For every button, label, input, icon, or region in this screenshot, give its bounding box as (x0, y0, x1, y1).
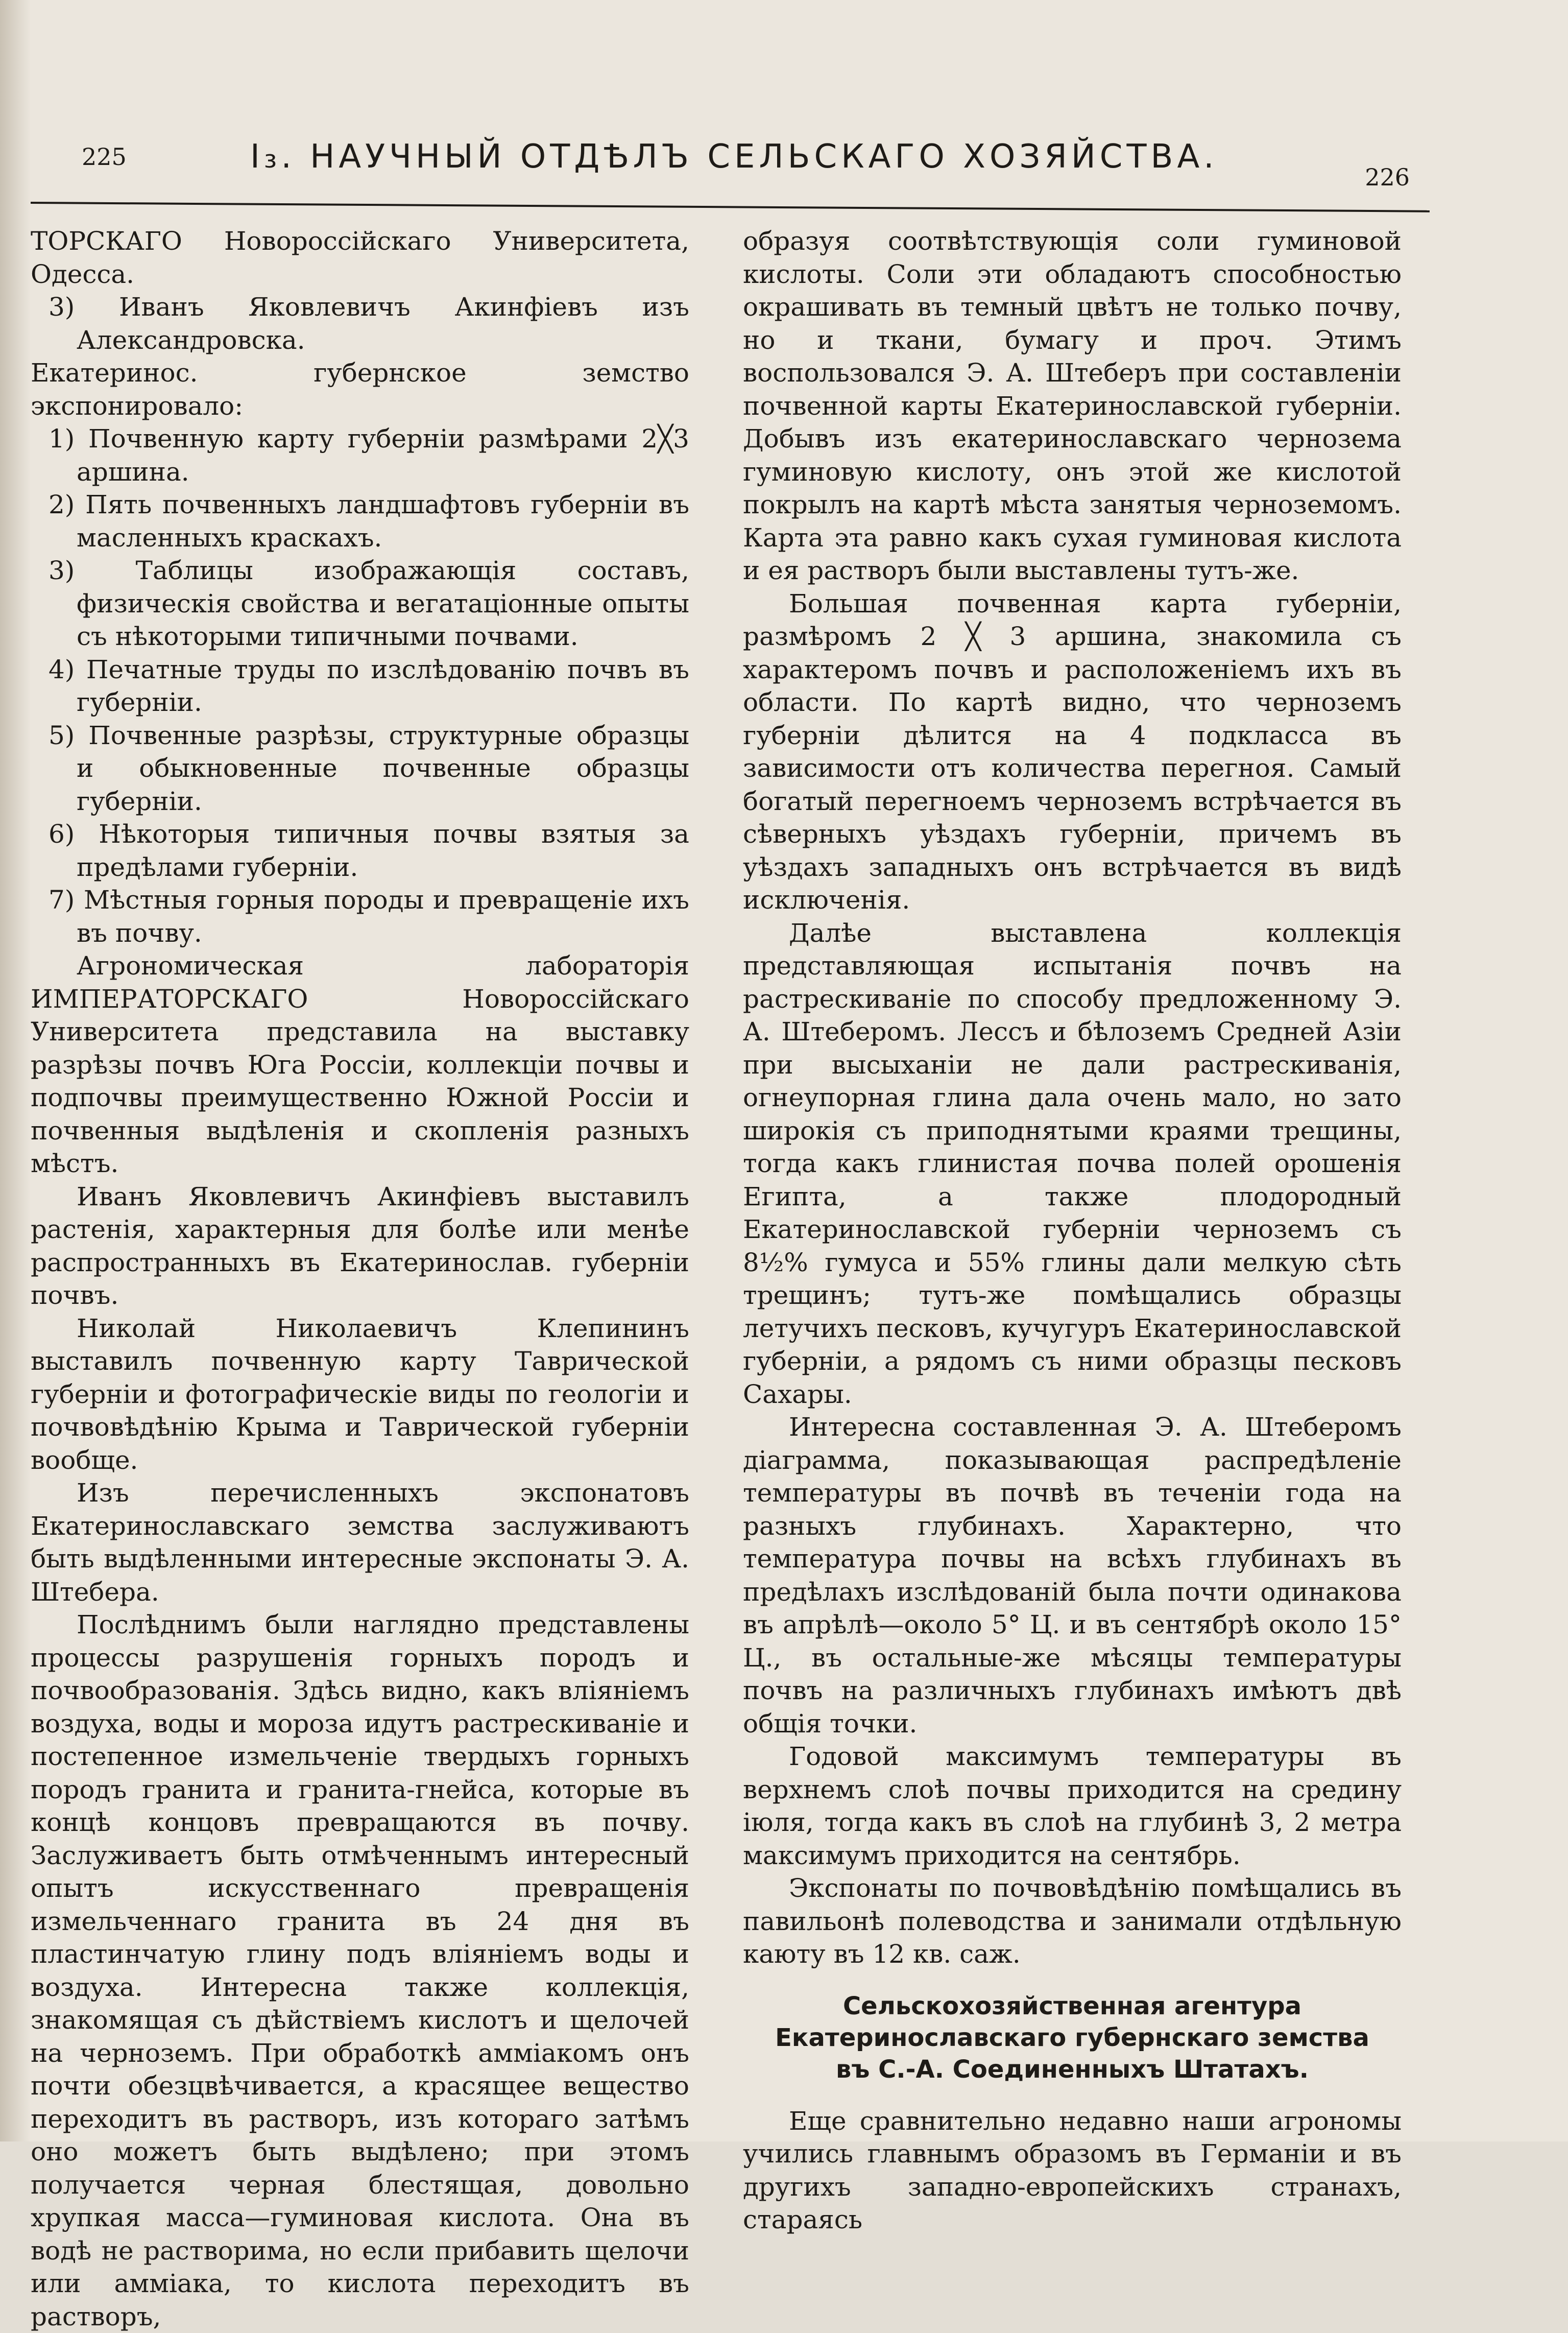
list-item: 7) Мѣстныя горныя породы и превращеніе ихъ въ почву. (49, 885, 689, 948)
paragraph-continuation: образуя соотвѣтствующія соли гуминовой кислоты. Соли эти обладаютъ способностью окрашивать въ темный цвѣтъ не только почву, но и ткани, бумагу и проч. Этимъ воспользовался Э. А. Штеберъ при составленіи почвенной карты Екатеринославской губерніи. Добывъ изъ екатеринославскаго чернозема гуминовую кислоту, онъ этой же кислотой покрылъ на картѣ мѣста занятыя черноземомъ. Карта эта равно какъ сухая гуминовая кислота и ея растворъ были выставлены тутъ-же. (743, 226, 1402, 585)
paragraph-continuation: Екатеринос. губернское земство экспонировало: (31, 358, 689, 421)
paragraph: Еще сравнительно недавно наши агрономы учились главнымъ образомъ въ Германіи и въ другихъ западно-европейскихъ странахъ, стараясь (743, 2106, 1402, 2234)
right-column-continuation (743, 2105, 1402, 2236)
section-heading-line: Екатеринославскаго губернскаго земства (775, 2023, 1369, 2052)
paragraph: Большая почвенная карта губерніи, размѣромъ 2 ╳ 3 аршина, знакомила съ характеромъ почвъ и расположеніемъ ихъ въ области. По картѣ видно, что черноземъ губерніи дѣлится на 4 подкласса въ зависимости отъ количества перегноя. Самый богатый перегноемъ черноземъ встрѣчается въ сѣверныхъ уѣздахъ губерніи, причемъ въ уѣздахъ западныхъ онъ встрѣчается въ видѣ исключенія. (743, 588, 1402, 915)
list-item: 4) Печатные труды по изслѣдованію почвъ въ губерніи. (49, 654, 689, 717)
paragraph: Далѣе выставлена коллекція представляющая испытанія почвъ на растрескиваніе по способу предложенному Э. А. Штеберомъ. Лессъ и бѣлоземъ Средней Азіи при высыханіи не дали растрескиванія, огнеупорная глина дала очень мало, но зато широкія съ приподнятыми краями трещины, тогда какъ глинистая почва полей орошенія Египта, а также плодородный Екатеринославской губерніи черноземъ съ 8½% гумуса и 55% глины дали мелкую сѣть трещинъ; тутъ-же помѣщались образцы летучихъ песковъ, кучугуръ Екатеринославской губерніи, а рядомъ съ ними образцы песковъ Сахары. (743, 918, 1402, 1409)
page-binding-shadow (0, 0, 31, 2141)
section-heading (743, 1990, 1402, 2085)
paragraph-continuation: ТОРСКАГО Новороссійскаго Университета, Одесса. (31, 226, 689, 289)
paragraph: Изъ перечисленныхъ экспонатовъ Екатеринославскаго земства заслуживаютъ быть выдѣленными интересные экспонаты Э. А. Штебера. (31, 1478, 689, 1607)
page-header (31, 128, 1537, 204)
right-column-body (743, 225, 1402, 1971)
running-title: I₃. НАУЧНЫЙ ОТДѢЛЪ СЕЛЬСКАГО ХОЗЯЙСТВА. (250, 138, 1218, 176)
list-item: 5) Почвенные разрѣзы, структурные образцы и обыкновенные почвенные образцы губерніи. (49, 720, 689, 816)
paragraph: Иванъ Яковлевичъ Акинфіевъ выставилъ растенія, характерныя для болѣе или менѣе распространныхъ въ Екатеринослав. губерніи почвъ. (31, 1181, 689, 1310)
page-number-left: 225 (82, 143, 127, 171)
paragraph: Николай Николаевичъ Клепининъ выставилъ почвенную карту Таврической губерніи и фотографическіе виды по геологіи и почвовѣдѣнію Крыма и Таврической губерніи вообще. (31, 1313, 689, 1475)
list-item: 1) Почвенную карту губерніи размѣрами 2╳3 аршина. (49, 424, 689, 487)
left-column (31, 225, 689, 2333)
section-heading-line: въ С.-А. Соединенныхъ Штатахъ. (836, 2055, 1309, 2084)
list-item: 2) Пять почвенныхъ ландшафтовъ губерніи въ масленныхъ краскахъ. (49, 490, 689, 553)
paragraph: Годовой максимумъ температуры въ верхнемъ слоѣ почвы приходится на средину іюля, тогда какъ въ слоѣ на глубинѣ 3, 2 метра максимумъ приходится на сентябрь. (743, 1742, 1402, 1870)
section-heading-line: Сельскохозяйственная агентура (842, 1991, 1302, 2020)
paragraph: Интересна составленная Э. А. Штеберомъ діаграмма, показывающая распредѣленіе температуры въ почвѣ въ теченіи года на разныхъ глубинахъ. Характерно, что температура почвы на всѣхъ глубинахъ въ предѣлахъ изслѣдованій была почти одинакова въ апрѣлѣ—около 5° Ц. и въ сентябрѣ около 15° Ц., въ остальные-же мѣсяцы температуры почвъ на различныхъ глубинахъ имѣютъ двѣ общія точки. (743, 1412, 1402, 1739)
paragraph: Агрономическая лабораторія ИМПЕРАТОРСКАГО Новороссійскаго Университета представила на выставку разрѣзы почвъ Юга Россіи, коллекціи почвы и подпочвы преимущественно Южной Россіи и почвенныя выдѣленія и скопленія разныхъ мѣстъ. (31, 951, 689, 1178)
list-item: 3) Иванъ Яковлевичъ Акинфіевъ изъ Александровска. (49, 292, 689, 355)
page-number-right: 226 (1365, 163, 1410, 191)
paragraph: Экспонаты по почвовѣдѣнію помѣщались въ павильонѣ полеводства и занимали отдѣльную каюту въ 12 кв. саж. (743, 1873, 1402, 1969)
paragraph: Послѣднимъ были наглядно представлены процессы разрушенія горныхъ породъ и почвообразованія. Здѣсь видно, какъ вліяніемъ воздуха, воды и мороза идутъ растрескиваніе и постепенное измельченіе твердыхъ горныхъ породъ гранита и гранита-гнейса, которые въ концѣ концовъ превращаются въ почву. Заслуживаетъ быть отмѣченнымъ интересный опытъ искусственнаго превращенія измельченнаго гранита въ 24 дня въ пластинчатую глину подъ вліяніемъ воды и воздуха. Интересна также коллекція, знакомящая съ дѣйствіемъ кислотъ и щелочей на черноземъ. При обработкѣ амміакомъ онъ почти обезцвѣчивается, а красящее вещество переходитъ въ растворъ, изъ котораго затѣмъ оно можетъ быть выдѣлено; при этомъ получается черная блестящая, довольно хрупкая масса—гуминовая кислота. Она въ водѣ не растворима, но если прибавить щелочи или амміака, то кислота переходитъ въ растворъ, (31, 1610, 689, 2331)
list-item: 6) Нѣкоторыя типичныя почвы взятыя за предѣлами губерніи. (49, 819, 689, 882)
right-column (743, 225, 1402, 2236)
list-item: 3) Таблицы изображающія составъ, физическія свойства и вегатаціонные опыты съ нѣкоторыми типичными почвами. (49, 556, 689, 651)
